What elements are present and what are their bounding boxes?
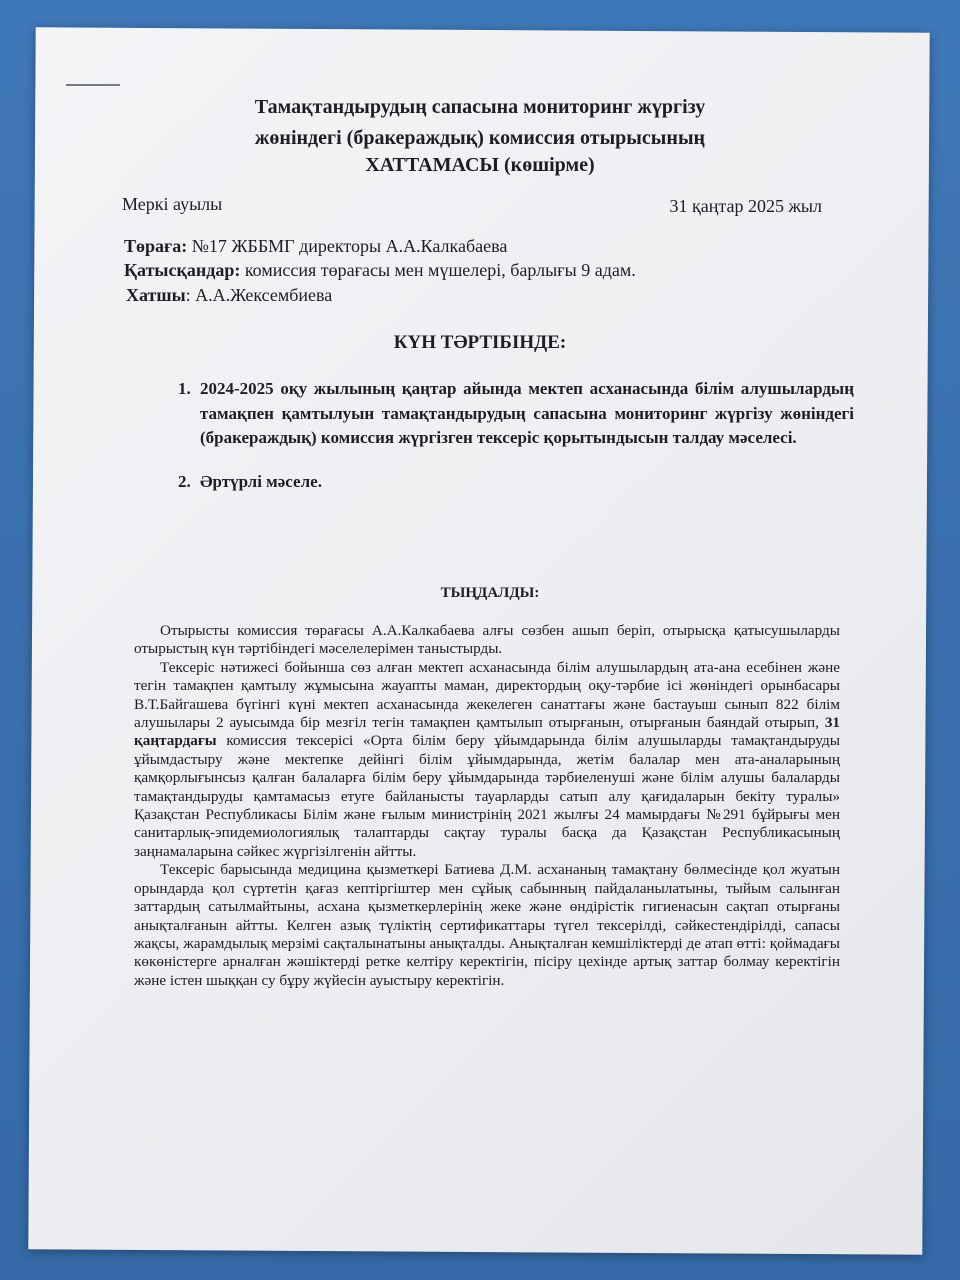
chair-label: Төраға: bbox=[124, 236, 188, 256]
date: 31 қаңтар 2025 жыл bbox=[669, 196, 822, 216]
title-line-2: жөніндегі (бракераждық) комиссия отырысының bbox=[254, 127, 706, 149]
paragraph-1: Отырысты комиссия төрағасы А.А.Калкабаева алғы сөзбен ашып беріп, отырысқа қатысушыларды отырыстың күн тәртібіндегі мәселелерімен таныстырды. bbox=[134, 622, 840, 658]
secretary-line bbox=[126, 285, 332, 306]
heard-title: ТЫҢДАЛДЫ: bbox=[440, 585, 540, 601]
participants-value: комиссия төрағасы мен мүшелері, барлығы 9 адам. bbox=[240, 260, 636, 280]
title-line-1: Тамақтандырудың сапасына мониторинг жүргізу bbox=[254, 96, 706, 118]
agenda-title: КҮН ТӘРТІБІНДЕ: bbox=[393, 332, 567, 353]
agenda-item-number: 1. bbox=[178, 379, 191, 398]
agenda-item-2 bbox=[178, 470, 854, 495]
paragraph-2-date: 31 қаңтардағы bbox=[134, 714, 840, 750]
secretary-label: Хатшы bbox=[126, 285, 186, 305]
participants-line bbox=[124, 260, 636, 281]
paragraph-3: Тексеріс барысында медицина қызметкері Батиева Д.М. асхананың тамақтану бөлмесінде қол жуатын орындарда қол сүртетін қағаз кептіргіштер мен сұйық сабынның пайдаланылатыны, тыйым салынған заттардың сатылмайтыны, асхана қызметкерлерінің жеке және өндірістік гигиенасын сақтап отырғаны анықталғанын айтты. Келген азық түліктің сертификаттары түгел тексерілді, сәйкестендірілді, сапасы жақсы, жарамдылық мерзімі сақталынатыны анықталды. Анықталған кемшіліктерді де атап өтті: қоймадағы көкөністерге арналған жәшіктерді ретке келтіру керектігін, пісіру цехінде артық заттар болмау керектігін және істен шыққан су бұру жүйесін ауыстыру керектігін. bbox=[134, 861, 840, 989]
secretary-value: : А.А.Жексембиева bbox=[185, 285, 333, 305]
participants-label: Қатысқандар: bbox=[124, 260, 241, 280]
chair-line bbox=[124, 236, 507, 257]
agenda-item-1 bbox=[178, 377, 854, 451]
place: Меркі ауылы bbox=[122, 194, 223, 214]
agenda-item-text: 2024-2025 оқу жылының қаңтар айында мектеп асханасында білім алушылардың тамақпен қамтылуын тамақтандырудың сапасына мониторинг жүргізу жөніндегі (бракераждық) комиссия жүргізген тексеріс қорытындысын талдау мәселесі. bbox=[200, 379, 854, 447]
paragraph-2 bbox=[134, 659, 840, 861]
minutes-body bbox=[134, 622, 840, 990]
agenda-item-text: Әртүрлі мәселе. bbox=[200, 472, 322, 491]
pen-mark bbox=[66, 84, 120, 86]
title-line-3: ХАТТАМАСЫ (көшірме) bbox=[365, 154, 595, 176]
agenda-item-number: 2. bbox=[178, 472, 191, 491]
paragraph-2-part-a: Тексеріс нәтижесі бойынша сөз алған мектеп асханасында білім алушылардың ата-ана есебінен және тегін тамақпен қамтылу жұмысына жауапты маман, директордың оқу-тәрбие ісі жөніндегі орынбасары В.Т.Байгашева бүгінгі күні мектеп асханасында жекелеген санаттағы және бастауыш сынып 822 білім алушылары 2 ауысымда бір мезгіл тегін тамақпен қамтылып отырғанын, отырғанын баяндай отырып, bbox=[134, 658, 840, 732]
paragraph-2-part-b: комиссия тексерісі «Орта білім беру ұйымдарында білім алушыларды тамақтандыруды ұйымдастыру және мектепке дейінгі білім ұйымдарында, жетім балалар мен ата-аналарының қамқорлығынсыз қалған балаларға білім беру ұйымдарында тәрбиеленуші және білім алушы балаларды тамақтандыруды қамтамасыз етуге байланысты тауарларды сатып алу қағидаларын бекіту туралы» Қазақстан Республикасы Білім және ғылым министрінің 2021 жылғы 24 мамырдағы №291 бұйрығы мен санитарлық-эпидемиологиялық талаптарды сақтау туралы басқа да Қазақстан Республикасының заңнамаларына сәйкес жүргізілгенін айтты. bbox=[134, 732, 840, 860]
chair-value: №17 ЖББМГ директоры А.А.Калкабаева bbox=[187, 236, 508, 256]
